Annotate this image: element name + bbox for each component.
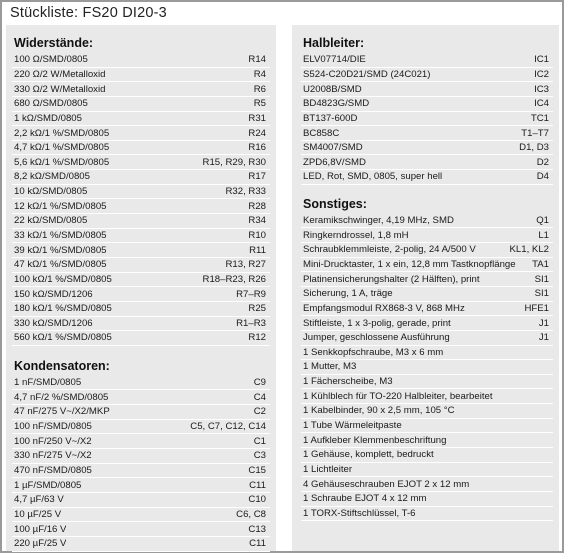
list-item	[12, 405, 270, 420]
part-name: 1 Kühlblech für TO-220 Halbleiter, bearbeitet	[303, 390, 493, 402]
list-item	[12, 97, 270, 112]
part-name: 12 kΩ/1 %/SMD/0805	[14, 200, 107, 212]
part-name: 1 Senkkopfschraube, M3 x 6 mm	[303, 346, 444, 358]
part-name: 100 kΩ/1 %/SMD/0805	[14, 273, 112, 285]
list-item	[12, 214, 270, 229]
part-name: BC858C	[303, 127, 340, 139]
part-name: 470 nF/SMD/0805	[14, 464, 92, 476]
part-name: LED, Rot, SMD, 0805, super hell	[303, 171, 443, 183]
part-reference: C13	[248, 523, 266, 535]
list-item	[12, 112, 270, 127]
part-name: 100 nF/SMD/0805	[14, 421, 92, 433]
part-reference: C10	[248, 494, 266, 506]
list-item	[12, 508, 270, 523]
part-name: 8,2 kΩ/SMD/0805	[14, 171, 90, 183]
list-item	[301, 53, 553, 68]
list-item	[301, 346, 553, 361]
list-item	[301, 112, 553, 127]
part-reference: D1, D3	[519, 142, 549, 154]
part-reference: R16	[248, 142, 266, 154]
part-reference: R28	[248, 200, 266, 212]
list-item	[12, 522, 270, 537]
part-reference: C11	[249, 538, 266, 550]
part-name: SM4007/SMD	[303, 142, 363, 154]
list-item	[301, 228, 553, 243]
part-reference: C11	[249, 479, 266, 491]
part-reference: J1	[538, 332, 549, 344]
part-reference: IC1	[534, 54, 549, 66]
part-reference: R32, R33	[225, 186, 266, 198]
part-name: 560 kΩ/1 %/SMD/0805	[14, 332, 112, 344]
part-name: 1 Aufkleber Klemmenbeschriftung	[303, 434, 447, 446]
list-item	[301, 243, 553, 258]
part-name: ELV07714/DIE	[303, 54, 366, 66]
list-item	[301, 141, 553, 156]
part-reference: R6	[253, 83, 266, 95]
part-reference: J1	[538, 317, 549, 329]
part-name: 220 µF/25 V	[14, 538, 67, 550]
list-item	[301, 170, 553, 185]
list-item	[12, 199, 270, 214]
part-name: 330 nF/275 V~/X2	[14, 450, 92, 462]
part-name: 180 kΩ/1 %/SMD/0805	[14, 303, 112, 315]
part-reference: C3	[253, 450, 266, 462]
list-item	[12, 141, 270, 156]
part-name: Sicherung, 1 A, träge	[303, 288, 393, 300]
part-name: Ringkerndrossel, 1,8 mH	[303, 229, 409, 241]
resistors-list	[12, 53, 270, 346]
list-item	[301, 126, 553, 141]
part-reference: R34	[248, 215, 266, 227]
list-item	[301, 331, 553, 346]
list-item	[12, 273, 270, 288]
part-reference: C5, C7, C12, C14	[190, 421, 266, 433]
part-name: 39 kΩ/1 %/SMD/0805	[14, 244, 107, 256]
page-title: Stückliste: FS20 DI20-3	[10, 5, 167, 21]
part-reference: C4	[253, 391, 266, 403]
part-reference: C6, C8	[236, 508, 266, 520]
part-name: Keramikschwinger, 4,19 MHz, SMD	[303, 215, 454, 227]
part-reference: C1	[253, 435, 266, 447]
list-item	[12, 537, 270, 552]
list-item	[12, 434, 270, 449]
list-item	[12, 493, 270, 508]
part-name: 1 TORX-Stiftschlüssel, T-6	[303, 507, 416, 519]
list-item	[301, 419, 553, 434]
list-item	[301, 97, 553, 112]
part-name: 1 Kabelbinder, 90 x 2,5 mm, 105 °C	[303, 405, 455, 417]
part-reference: R11	[249, 244, 266, 256]
list-item	[12, 464, 270, 479]
semiconductors-list	[301, 53, 553, 185]
part-name: ZPD6,8V/SMD	[303, 156, 366, 168]
list-item	[301, 316, 553, 331]
misc-heading: Sonstiges:	[303, 196, 367, 211]
part-reference: R18–R23, R26	[202, 273, 266, 285]
part-name: BT137-600D	[303, 112, 358, 124]
list-item	[301, 287, 553, 302]
part-reference: R14	[248, 54, 266, 66]
part-reference: R17	[248, 171, 266, 183]
part-reference: IC3	[534, 83, 549, 95]
list-item	[12, 243, 270, 258]
part-reference: Q1	[536, 215, 549, 227]
part-name: BD4823G/SMD	[303, 98, 370, 110]
list-item	[12, 229, 270, 244]
part-name: 330 kΩ/SMD/1206	[14, 317, 93, 329]
part-name: 1 Tube Wärmeleitpaste	[303, 420, 402, 432]
list-item	[12, 68, 270, 83]
part-name: 4 Gehäuseschrauben EJOT 2 x 12 mm	[303, 478, 470, 490]
list-item	[301, 214, 553, 229]
part-name: 4,7 kΩ/1 %/SMD/0805	[14, 142, 110, 154]
part-name: 680 Ω/SMD/0805	[14, 98, 88, 110]
part-reference: HFE1	[524, 302, 549, 314]
part-name: 100 nF/250 V~/X2	[14, 435, 92, 447]
list-item	[301, 507, 553, 522]
part-name: 4,7 µF/63 V	[14, 494, 64, 506]
part-name: 5,6 kΩ/1 %/SMD/0805	[14, 156, 110, 168]
part-name: 47 nF/275 V~/X2/MKP	[14, 406, 110, 418]
resistors-heading: Widerstände:	[14, 36, 94, 50]
list-item	[12, 53, 270, 68]
part-name: 100 Ω/SMD/0805	[14, 54, 88, 66]
part-name: 220 Ω/2 W/Metalloxid	[14, 68, 106, 80]
list-item	[12, 185, 270, 200]
list-item	[301, 272, 553, 287]
semiconductors-heading: Halbleiter:	[303, 36, 365, 50]
part-name: 10 µF/25 V	[14, 508, 62, 520]
part-reference: R31	[248, 112, 266, 124]
part-name: Schraubklemmleiste, 2-polig, 24 A/500 V	[303, 244, 476, 256]
list-item	[301, 360, 553, 375]
list-item	[12, 82, 270, 97]
list-item	[301, 389, 553, 404]
part-reference: C9	[253, 377, 266, 389]
part-name: 1 Mutter, M3	[303, 361, 357, 373]
part-reference: R5	[253, 98, 266, 110]
list-item	[12, 390, 270, 405]
list-item	[12, 258, 270, 273]
list-item	[301, 477, 553, 492]
list-item	[301, 155, 553, 170]
list-item	[301, 68, 553, 83]
list-item	[301, 82, 553, 97]
part-name: 1 nF/SMD/0805	[14, 377, 82, 389]
part-name: 150 kΩ/SMD/1206	[14, 288, 93, 300]
list-item	[12, 302, 270, 317]
list-item	[12, 317, 270, 332]
part-name: 4,7 nF/2 %/SMD/0805	[14, 391, 109, 403]
list-item	[301, 433, 553, 448]
part-reference: KL1, KL2	[509, 244, 549, 256]
list-item	[301, 492, 553, 507]
part-name: 1 Schraube EJOT 4 x 12 mm	[303, 493, 427, 505]
list-item	[301, 375, 553, 390]
misc-list	[301, 214, 553, 521]
list-item	[12, 170, 270, 185]
part-reference: C15	[248, 464, 266, 476]
part-name: Stiftleiste, 1 x 3-polig, gerade, print	[303, 317, 451, 329]
capacitors-heading: Kondensatoren:	[14, 358, 110, 373]
left-column	[6, 25, 276, 551]
list-item	[12, 155, 270, 170]
part-reference: IC2	[534, 68, 549, 80]
list-item	[301, 302, 553, 317]
list-item	[301, 463, 553, 478]
list-item	[12, 478, 270, 493]
part-reference: D4	[536, 171, 549, 183]
part-name: Platinensicherungshalter (2 Hälften), print	[303, 273, 480, 285]
part-name: 10 kΩ/SMD/0805	[14, 186, 88, 198]
part-reference: R12	[248, 332, 266, 344]
part-name: 330 Ω/2 W/Metalloxid	[14, 83, 106, 95]
part-name: 33 kΩ/1 %/SMD/0805	[14, 230, 107, 241]
part-name: 1 kΩ/SMD/0805	[14, 112, 82, 124]
part-name: 1 µF/SMD/0805	[14, 479, 82, 491]
part-name: Jumper, geschlossene Ausführung	[303, 332, 450, 344]
part-reference: C2	[253, 406, 266, 418]
part-reference: R13, R27	[225, 259, 266, 271]
part-name: 1 Lichtleiter	[303, 463, 353, 475]
list-item	[12, 287, 270, 302]
part-reference: R15, R29, R30	[202, 156, 266, 168]
part-name: Mini-Drucktaster, 1 x ein, 12,8 mm Tastknopflänge	[303, 259, 516, 270]
list-item	[301, 258, 553, 273]
right-column	[292, 25, 559, 551]
list-item	[301, 404, 553, 419]
capacitors-list	[12, 376, 270, 552]
part-reference: R7–R9	[236, 288, 266, 300]
part-reference: R10	[248, 230, 266, 241]
part-name: 1 Fächerscheibe, M3	[303, 376, 393, 388]
list-item	[12, 420, 270, 435]
part-reference: TA1	[532, 259, 549, 270]
part-reference: L1	[538, 229, 549, 241]
part-reference: R25	[248, 303, 266, 315]
part-name: 1 Gehäuse, komplett, bedruckt	[303, 449, 434, 461]
part-reference: R1–R3	[236, 317, 266, 329]
part-name: 100 µF/16 V	[14, 523, 67, 535]
part-reference: R24	[248, 127, 266, 139]
list-item	[301, 448, 553, 463]
part-name: 47 kΩ/1 %/SMD/0805	[14, 259, 107, 271]
part-name: 2,2 kΩ/1 %/SMD/0805	[14, 127, 110, 139]
part-reference: SI1	[534, 273, 549, 285]
part-reference: R4	[253, 68, 266, 80]
part-reference: D2	[536, 156, 549, 168]
part-reference: SI1	[534, 288, 549, 300]
part-name: U2008B/SMD	[303, 83, 362, 95]
part-name: S524-C20D21/SMD (24C021)	[303, 68, 431, 80]
part-reference: TC1	[530, 112, 549, 124]
part-name: Empfangsmodul RX868-3 V, 868 MHz	[303, 302, 465, 314]
part-reference: IC4	[534, 98, 549, 110]
list-item	[12, 376, 270, 391]
list-item	[12, 331, 270, 346]
part-name: 22 kΩ/SMD/0805	[14, 215, 88, 227]
list-item	[12, 126, 270, 141]
list-item	[12, 449, 270, 464]
part-reference: T1–T7	[521, 127, 549, 139]
